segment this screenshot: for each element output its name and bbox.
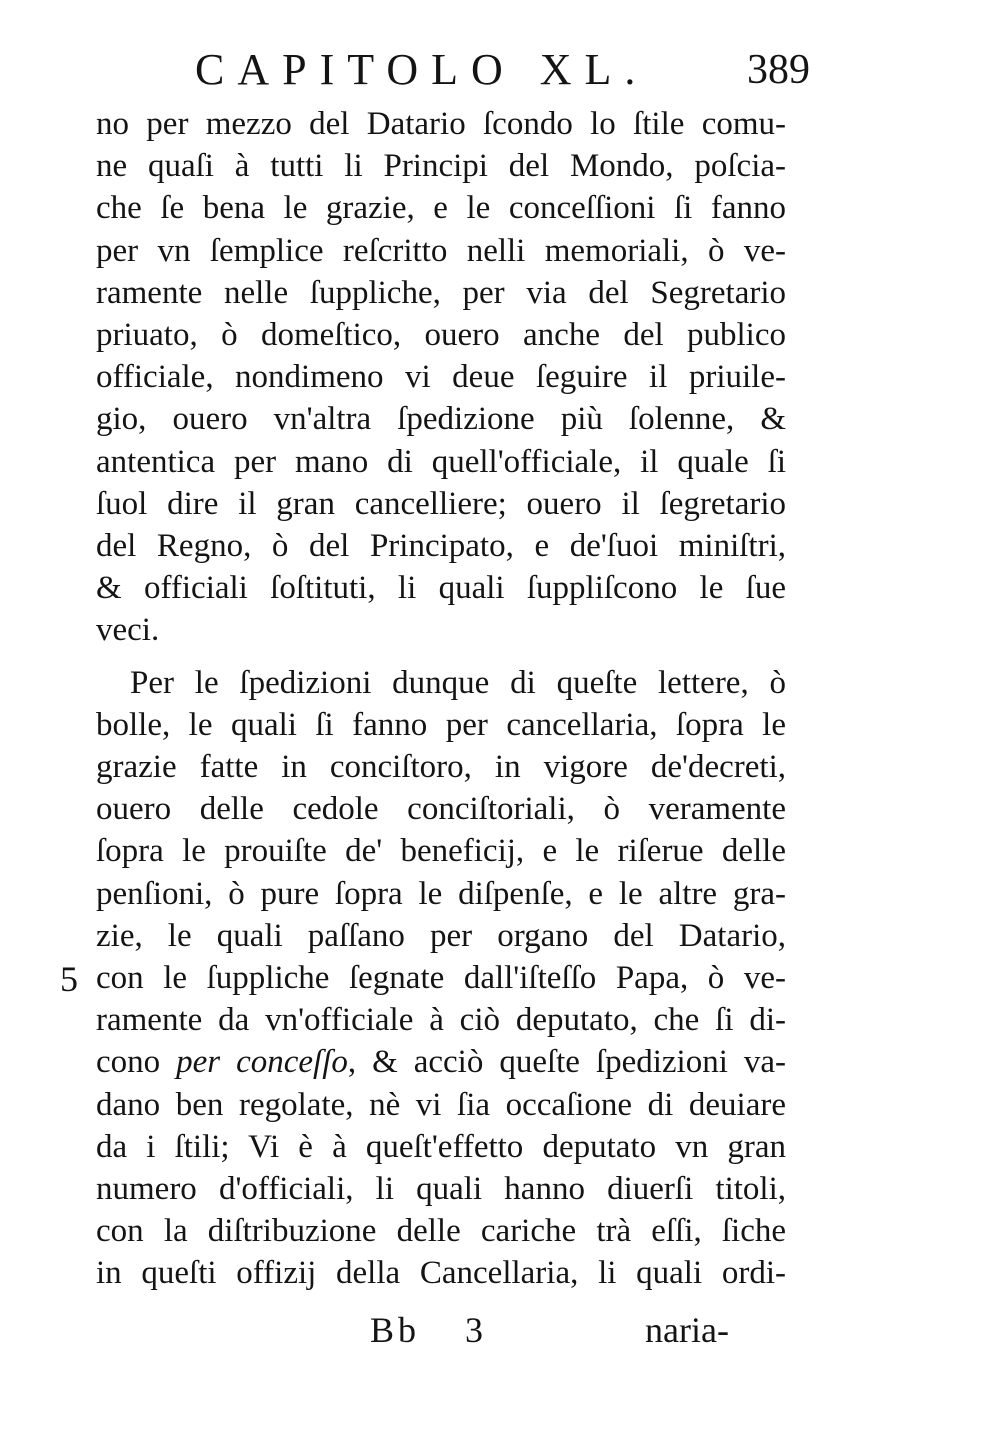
text-line: ſopra le prouiſte de' beneficij, e le riſerue delle <box>96 833 786 870</box>
text-line: del Regno, ò del Principato, e de'ſuoi miniſtri, <box>96 528 786 565</box>
text-line: con le ſuppliche ſegnate dall'iſteſſo Papa, ò ve- <box>96 960 786 997</box>
signature-mark: Bb <box>370 1310 421 1350</box>
text-line: penſioni, ò pure ſopra le diſpenſe, e le altre gra- <box>96 875 786 912</box>
text-line: da i ſtili; Vi è à queſt'effetto deputato vn gran <box>96 1128 786 1165</box>
running-title: CAPITOLO XL. <box>195 45 649 94</box>
text-line: numero d'officiali, li quali hanno diuerſi titoli, <box>96 1171 786 1208</box>
text-line: con la diſtribuzione delle cariche trà eſſi, ſiche <box>96 1213 786 1250</box>
page-number: 389 <box>747 47 810 93</box>
text-line: ne quaſi à tutti li Principi del Mondo, poſcia- <box>96 148 786 185</box>
text-line: Per le ſpedizioni dunque di queſte lettere, ò <box>130 664 786 701</box>
text-line: priuato, ò domeſtico, ouero anche del publico <box>96 317 786 354</box>
main-text <box>96 103 786 1295</box>
text-line: gio, ouero vn'altra ſpedizione più ſolenne, & <box>96 401 786 438</box>
text-fragment: cono <box>96 1044 177 1081</box>
text-line-with-italic <box>96 1041 786 1083</box>
italic-phrase: per conceſſo <box>176 1044 348 1081</box>
text-line: bolle, le quali ſi fanno per cancellaria, ſopra le <box>96 706 786 743</box>
margin-note-number: 5 <box>60 959 78 999</box>
text-line: dano ben regolate, nè vi ſia occaſione di deuiare <box>96 1086 786 1123</box>
text-line: che ſe bena le grazie, e le conceſſioni ſi fanno <box>96 190 786 227</box>
text-line: ramente da vn'officiale à ciò deputato, che ſi di- <box>96 1002 786 1039</box>
running-head <box>180 40 810 100</box>
text-line: veci. <box>96 612 160 649</box>
text-line: antentica per mano di quell'officiale, il quale ſi <box>96 443 786 480</box>
text-line: per vn ſemplice reſcritto nelli memoriali, ò ve- <box>96 232 786 269</box>
paragraph-gap <box>96 652 786 662</box>
catchword: naria- <box>645 1310 729 1350</box>
text-fragment: , & acciò queſte ſpedizioni va- <box>347 1044 786 1081</box>
page-footer <box>0 1305 1000 1355</box>
text-line: in queſti offizij della Cancellaria, li quali ordi- <box>96 1255 786 1292</box>
text-line: ouero delle cedole conciſtoriali, ò veramente <box>96 791 786 828</box>
text-line: ſuol dire il gran cancelliere; ouero il ſegretario <box>96 485 786 522</box>
text-line: officiale, nondimeno vi deue ſeguire il priuile- <box>96 359 786 396</box>
text-line: & officiali ſoſtituti, li quali ſuppliſcono le ſue <box>96 570 786 607</box>
text-line: grazie fatte in conciſtoro, in vigore de'decreti, <box>96 749 786 786</box>
text-line: no per mezzo del Datario ſcondo lo ſtile comu- <box>96 106 786 142</box>
signature-number: 3 <box>465 1310 483 1350</box>
text-line: zie, le quali paſſano per organo del Datario, <box>96 917 786 954</box>
text-line: ramente nelle ſuppliche, per via del Segretario <box>96 274 786 311</box>
